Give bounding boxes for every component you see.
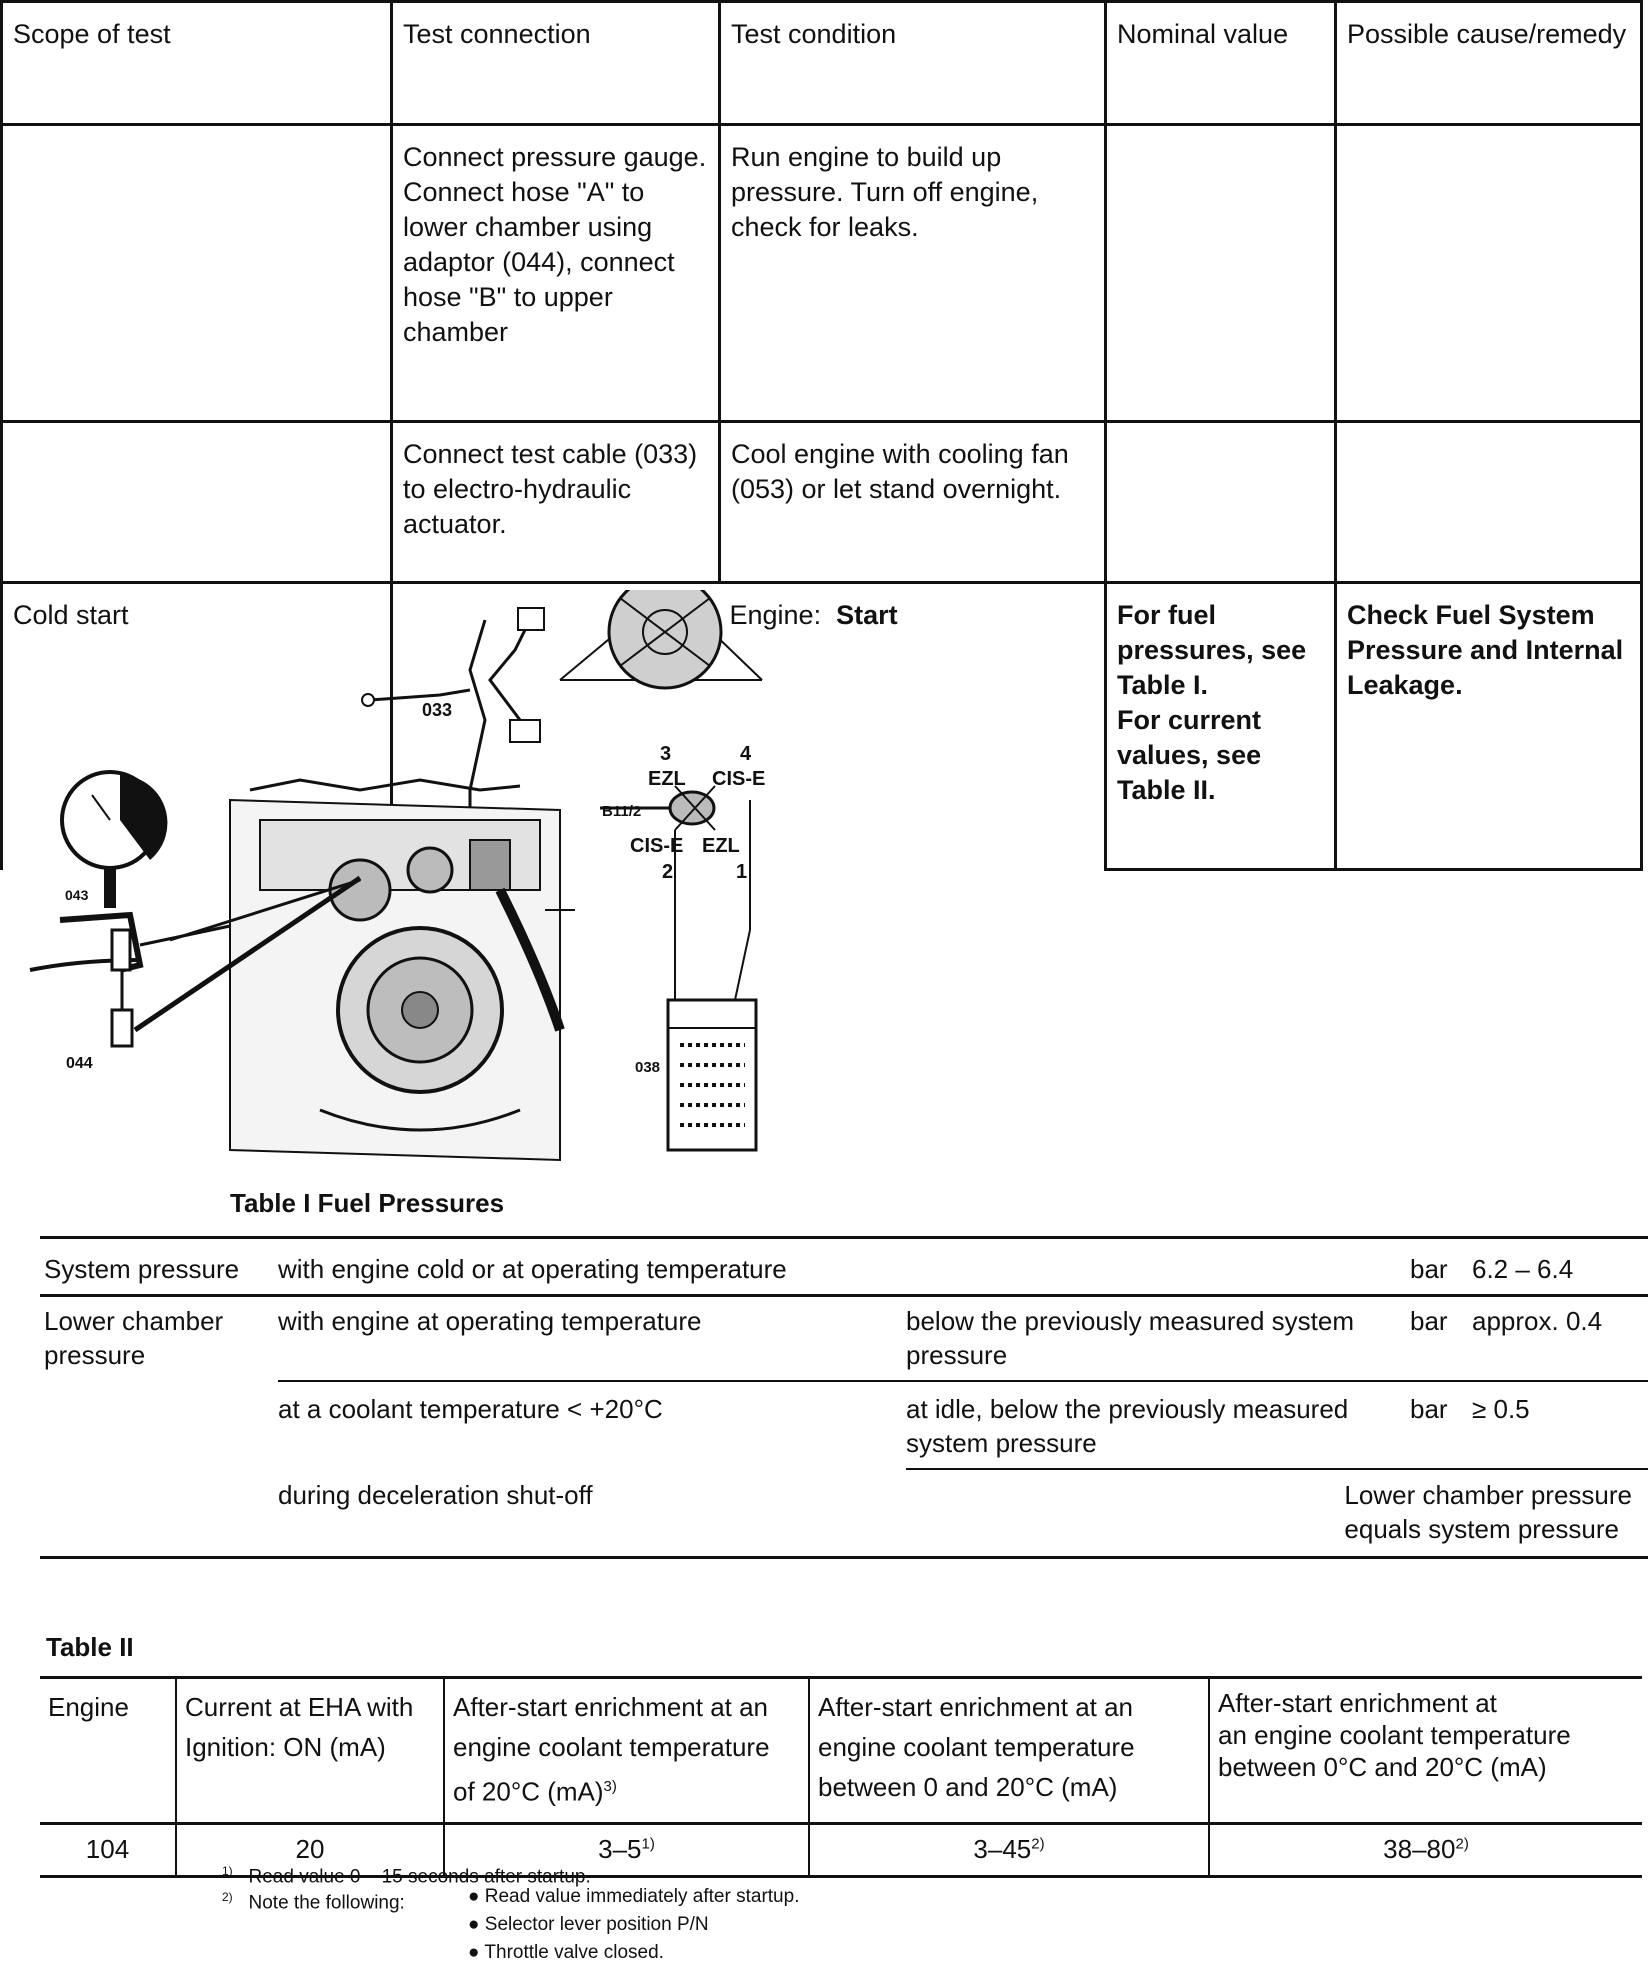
- header-at-20c: [444, 1678, 809, 1824]
- connector-label: B11/2: [602, 803, 642, 820]
- table-i-row-divider: [278, 1380, 1648, 1382]
- bullet-text: Throttle valve closed.: [484, 1942, 664, 1963]
- table-row: [2, 422, 1642, 583]
- lower-chamber-note-3: Lower chamber pressure equals system pressure: [1344, 1480, 1632, 1544]
- cold-start-nominal: For fuel pressures, see Table I. For current values, see Table II.: [1106, 583, 1336, 870]
- system-pressure-label: System pressure: [44, 1254, 240, 1284]
- lower-chamber-note-2: at idle, below the previously measured system pressure: [906, 1394, 1349, 1458]
- system-pressure-unit: bar: [1410, 1254, 1448, 1284]
- lower-chamber-unit-2: bar: [1410, 1394, 1448, 1424]
- connection-cell: Connect test cable (033) to electro-hydraulic actuator.: [392, 422, 720, 583]
- header-between-0-20-alt: After-start enrichment at an engine coolant temperature between 0°C and 20°C (mA): [1209, 1678, 1642, 1824]
- tester-label: 038: [635, 1059, 661, 1076]
- tester-box-icon: [668, 1000, 756, 1150]
- engine-value: 104: [40, 1823, 176, 1876]
- between2-number: 38–80: [1383, 1834, 1456, 1865]
- pin2-name: CIS-E: [630, 835, 684, 857]
- adaptor-label: 044: [66, 1055, 93, 1072]
- header-nominal: Nominal value: [1106, 2, 1336, 125]
- header-between-0-20: After-start enrichment at an engine coolant temperature between 0 and 20°C (mA): [809, 1678, 1209, 1824]
- header-condition: Test condition: [720, 2, 1106, 125]
- test-table-header-row: [2, 2, 1642, 125]
- table-i-rule: [40, 1294, 1648, 1297]
- pin4-name: CIS-E: [712, 768, 766, 790]
- header-current: Current at EHA with Ignition: ON (mA): [176, 1678, 444, 1824]
- lower-chamber-label: Lower chamber pressure: [44, 1306, 224, 1370]
- pin2-number: 2: [662, 861, 674, 883]
- header-scope: Scope of test: [2, 2, 392, 125]
- pin1-name: EZL: [702, 835, 740, 857]
- footnote-bullet: ● Selector lever position P/N: [468, 1914, 709, 1935]
- footnote-mark: 2): [1455, 1835, 1469, 1853]
- connection-cell: Connect pressure gauge. Connect hose "A" to lower chamber using adaptor (044), connect hose "B" to upper chamber: [392, 125, 720, 422]
- header-remedy: Possible cause/remedy: [1336, 2, 1642, 125]
- table-i-title: Table I Fuel Pressures: [230, 1188, 505, 1218]
- footnote-1-text: Read value 0 – 15 seconds after startup.: [248, 1866, 591, 1888]
- between-number: 3–45: [973, 1834, 1032, 1865]
- at-20c-number: 3–5: [598, 1834, 642, 1865]
- footnote-mark: 1): [641, 1835, 655, 1853]
- bullet-text: Read value immediately after startup.: [484, 1886, 800, 1907]
- system-pressure-condition: with engine cold or at operating temperature: [278, 1254, 787, 1284]
- condition-label: Engine:: [729, 600, 822, 630]
- condition-cell: Cool engine with cooling fan (053) or let stand overnight.: [720, 422, 1106, 583]
- pin3-name: EZL: [648, 768, 686, 790]
- table-ii-title: Table II: [46, 1632, 134, 1662]
- between-value: [809, 1823, 1209, 1876]
- footnote-2-text: Note the following:: [248, 1892, 405, 1914]
- lower-chamber-unit-1: bar: [1410, 1306, 1448, 1336]
- lower-chamber-note-1: below the previously measured system pressure: [906, 1306, 1354, 1370]
- lower-chamber-value-1: approx. 0.4: [1472, 1306, 1603, 1336]
- header-engine: Engine: [40, 1678, 176, 1824]
- lower-chamber-condition-3: during deceleration shut-off: [278, 1480, 593, 1510]
- cold-start-scope: Cold start: [2, 583, 392, 870]
- scope-cell: [2, 422, 392, 583]
- table-i-top-rule: [40, 1236, 1648, 1239]
- bullet-text: Selector lever position P/N: [484, 1914, 709, 1935]
- current-value: 20: [176, 1823, 444, 1876]
- system-pressure-value: 6.2 – 6.4: [1472, 1254, 1574, 1284]
- table-ii-header-row: [40, 1678, 1642, 1824]
- pin1-number: 1: [736, 861, 748, 883]
- nominal-cell: [1106, 422, 1336, 583]
- header-connection: Test connection: [392, 2, 720, 125]
- footnote-1-mark: 1): [222, 1864, 233, 1878]
- lower-chamber-value-2: ≥ 0.5: [1472, 1394, 1530, 1424]
- header-at-20c-label: After-start enrichment at an engine coolant temperature of 20°C (mA): [453, 1692, 770, 1807]
- gauge-label: 043: [65, 887, 89, 903]
- pin4-number: 4: [740, 743, 752, 765]
- footnote-bullet: ● Read value immediately after startup.: [468, 1886, 800, 1907]
- table-ii: [40, 1676, 1642, 1878]
- table-i-row-divider: [906, 1468, 1648, 1470]
- cold-start-remedy: Check Fuel System Pressure and Internal Leakage.: [1336, 583, 1642, 870]
- cable-label: 033: [422, 700, 453, 720]
- lower-chamber-condition-2: at a coolant temperature < +20°C: [278, 1394, 663, 1424]
- scope-cell: [2, 125, 392, 422]
- pressure-gauge-icon: [30, 772, 230, 970]
- nominal-cell: [1106, 125, 1336, 422]
- condition-cell: Run engine to build up pressure. Turn off engine, check for leaks.: [720, 125, 1106, 422]
- footnote-bullet: ● Throttle valve closed.: [468, 1942, 664, 1963]
- footnote-mark: 2): [1031, 1835, 1045, 1853]
- engine-test-illustration: [0, 590, 860, 1170]
- table-row: [2, 125, 1642, 422]
- engine-icon: [230, 780, 575, 1160]
- pin3-number: 3: [660, 743, 672, 765]
- remedy-cell: [1336, 125, 1642, 422]
- condition-value: Start: [836, 600, 898, 630]
- between2-value: [1209, 1823, 1642, 1876]
- connector-detail-icon: [560, 590, 762, 688]
- header-footnote-mark: 3): [603, 1778, 617, 1795]
- lower-chamber-condition-1: with engine at operating temperature: [278, 1306, 702, 1336]
- footnote-2-mark: 2): [222, 1890, 233, 1904]
- footnote-2: [222, 1884, 405, 1916]
- table-i-bottom-rule: [40, 1556, 1648, 1559]
- remedy-cell: [1336, 422, 1642, 583]
